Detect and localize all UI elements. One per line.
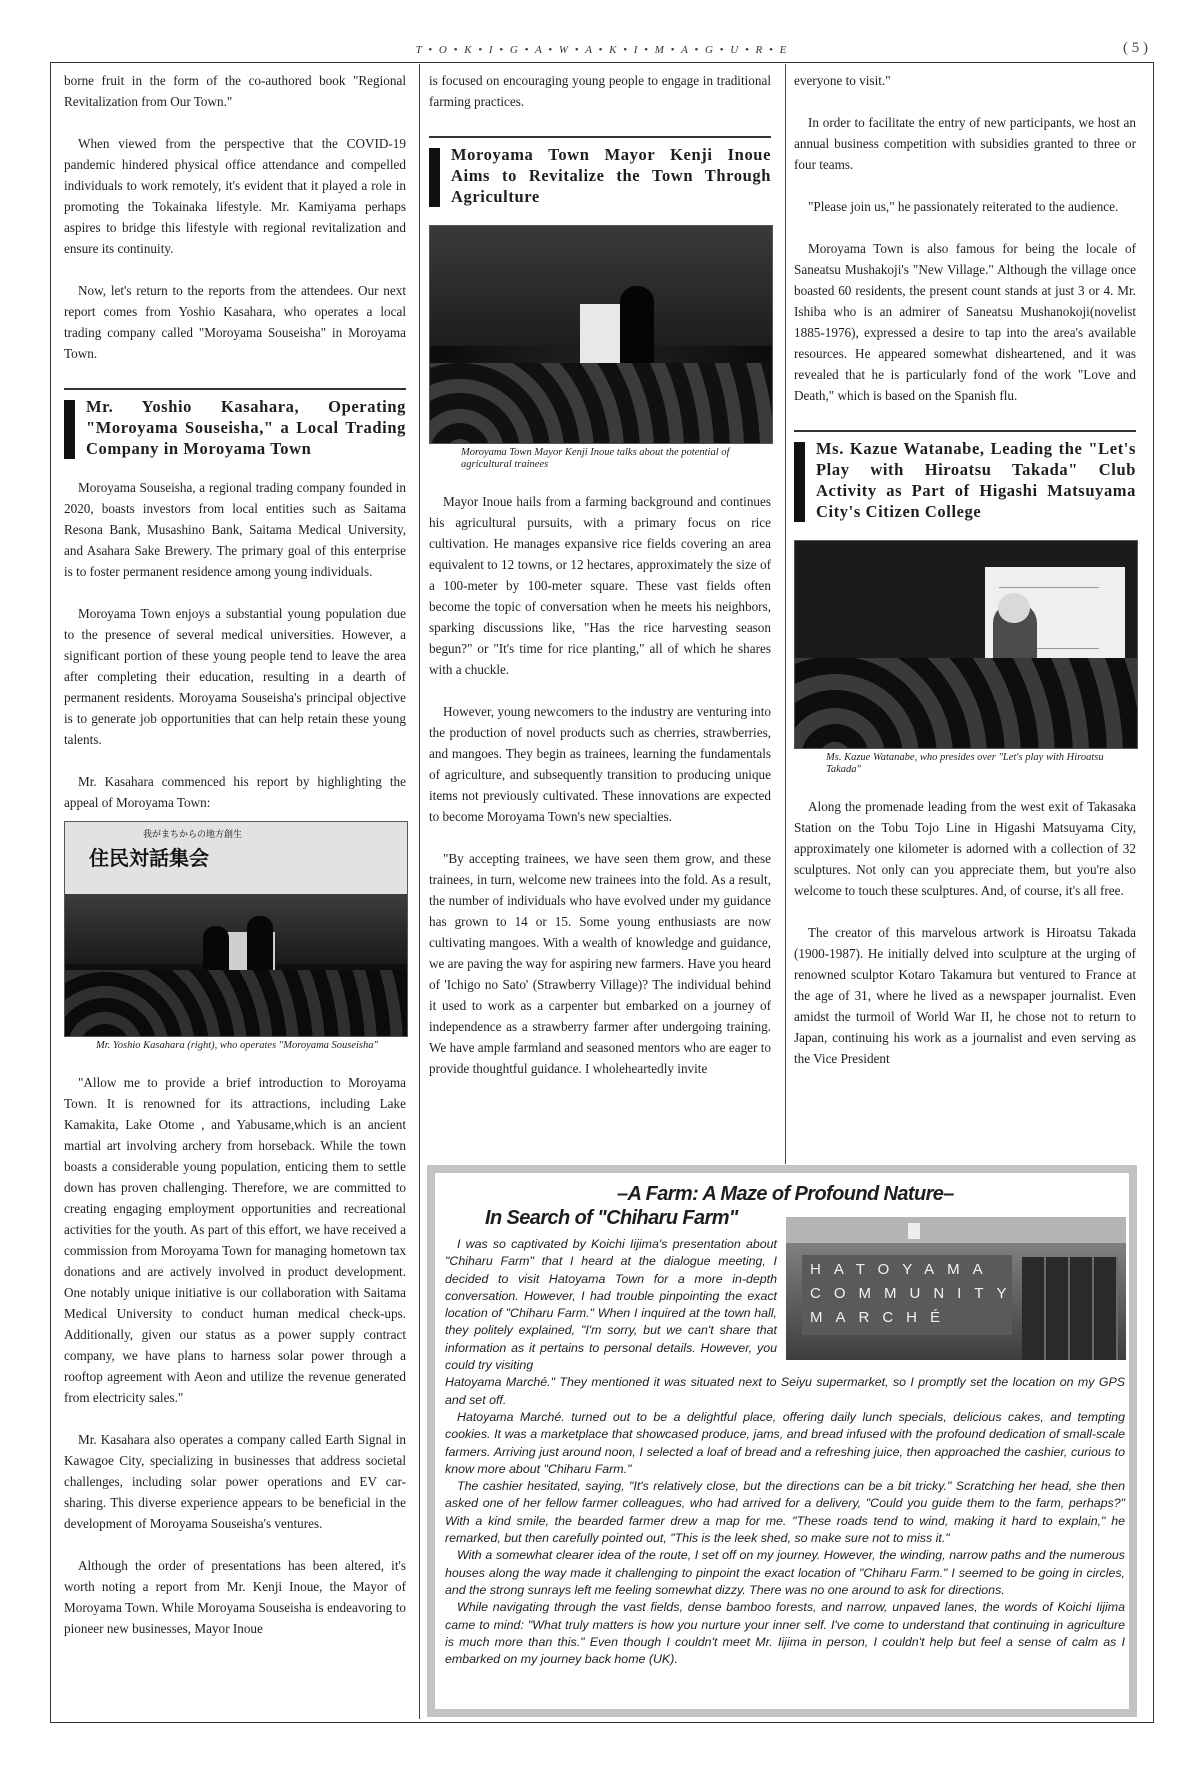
sidebar-paragraph: While navigating through the vast fields, dense bamboo forests, and narrow, unpaved lanes, the words of Koichi Iijima came to mind: "What truly matters is how you nurture your inner self. I've come to understand that continuing in agriculture is much more than this." Even though I couldn't meet Mr. Iijima in person, I couldn't help but feel a sense of calm as I embarked on my journey back home (UK).	[445, 1600, 1125, 1667]
sidebar-paragraph: The cashier hesitated, saying, "It's relatively close, but the directions can be a bit tricky." Scratching her head, she then asked one of her fellow farmer colleagues, who had arrived for a delivery, "Could you guide them to the farm, perhaps?" With a kind smile, the bearded farmer drew a map for me. "These roads tend to wind, making it hard to explain," he remarked, but then carefully pointed out, "This is the leek shed, so make sure not to miss it."	[445, 1479, 1125, 1546]
masthead-title: T • O • K • I • G • A • W • A • K • I • M • A • G • U • R • E	[415, 44, 789, 56]
paragraph: Moroyama Town is also famous for being the locale of Saneatsu Mushakoji's "New Village." Although the village once boasted 60 residents, the present count stands at just 3 or 4. Mr. Ishiba who is an admirer of Saneatsu Mushanokoji(novelist 1885-1976), expressed a desire to tap into the area's available resources. He appeared somewhat disheartened, and it was revealed that he is particularly fond of the work "Love and Death," which is based on the Spanish flu.	[794, 241, 1136, 403]
paragraph: In order to facilitate the entry of new participants, we host an annual business competition with subsidies granted to three or four teams.	[794, 115, 1136, 172]
section-heading-kasahara	[64, 388, 406, 459]
sidebar-paragraph: Hatoyama Marché. turned out to be a delightful place, offering daily lunch specials, delicious cakes, and tempting cookies. It was a marketplace that showcased produce, jams, and bread infused with the profound dedication of small-scale farmers. Arriving just around noon, I selected a loaf of bread and a refreshing juice, then approached the cashier, curious to know more about "Chiharu Farm."	[445, 1409, 1125, 1476]
paragraph: "By accepting trainees, we have seen them grow, and these trainees, in turn, welcome new trainees into the fold. As a result, the number of individuals who have evolved under my guidance has grown to 14 or 15. Some young enthusiasts are now cultivating mangoes. With a wealth of knowledge and guidance, we are paving the way for aspiring new farmers. Have you heard of 'Ichigo no Sato' (Strawberry Village)? The individual behind it used to work as a carpenter but embarked on a journey of independence as a strawberry farmer after undergoing training. We have ample farmland and seasoned mentors who are eager to provide thoughtful guidance. I wholeheartedly invite	[429, 851, 772, 1076]
sidebar-title: In Search of "Chiharu Farm"	[485, 1207, 738, 1229]
banner-title: 住民対話集会	[89, 846, 209, 870]
sidebar-paragraph: I was so captivated by Koichi Iijima's presentation about "Chiharu Farm" that I heard at the dialogue meeting, I decided to visit Hatoyama Town for a more in-depth conversation. However, I had trouble pinpointing the exact location of "Chiharu Farm." When I inquired at the town hall, they politely explained, "I'm sorry, but we can't share that information as it pertains to personal details. However, you could try visiting	[445, 1237, 777, 1373]
sidebar-kicker: –A Farm: A Maze of Profound Nature–	[617, 1183, 954, 1205]
paragraph: Moroyama Souseisha, a regional trading company founded in 2020, boasts investors from local entities such as Saitama Resona Bank, Musashino Bank, Saitama Medical University, and Asahara Sake Brewery. The primary goal of this enterprise is to foster permanent residence among young individuals.	[64, 480, 406, 579]
photo-sign-line: HATOYAMA	[810, 1261, 996, 1278]
paragraph: The creator of this marvelous artwork is Hiroatsu Takada (1900-1987). He initially delved into sculpture at the urging of renowned sculptor Kotaro Takamura but ventured to France at the age of 31, where he lived as a newspaper journalist. Even amidst the turmoil of World War II, he chose not to return to Japan, continuing his work as a journalist and even serving as the Vice President	[794, 925, 1136, 1066]
photo-inoue	[429, 225, 773, 444]
heading-bar	[429, 148, 440, 207]
section-heading-inoue	[429, 136, 771, 207]
photo-watanabe	[794, 540, 1138, 749]
heading-text: Ms. Kazue Watanabe, Leading the "Let's Play with Hiroatsu Takada" Club Activity as Part of Higashi Matsuyama City's Citizen College	[816, 439, 1136, 521]
heading-text: Moroyama Town Mayor Kenji Inoue Aims to Revitalize the Town Through Agriculture	[451, 145, 771, 206]
paragraph: Mr. Kasahara also operates a company called Earth Signal in Kawagoe City, specializing in businesses that address societal challenges, including solar power operations and EV car-sharing. This diverse experience appears to be beneficial in the development of Moroyama Souseisha's ventures.	[64, 1432, 406, 1531]
sidebar-inner	[435, 1173, 1129, 1709]
paragraph: everyone to visit."	[794, 73, 891, 88]
column-3	[794, 70, 1136, 1069]
page-number: ( 5 )	[1123, 40, 1148, 56]
paragraph: "Allow me to provide a brief introduction to Moroyama Town. It is renowned for its attractions, including Lake Kamakita, Lake Otome , and Yabusame,which is an ancient martial art involving archery from horseback. While the town boasts a considerable young population, enticing them to settle down has proven challenging. Therefore, we are committed to creating engaging employment opportunities and recreational activities for the youth. As part of this effort, we have received a commission from Moroyama Town for managing hometown tax donations and are actively involved in product development. One notably unique initiative is our collaboration with Saitama Medical University to conduct human medical check-ups. Additionally, given our status as a power supply contract company, we have plans to harness solar power through a rooftop agreement with Aeon and utilize the revenue generated from electricity sales."	[64, 1075, 406, 1405]
paragraph: However, young newcomers to the industry are venturing into the production of novel products such as cherries, strawberries, and mangoes. They begin as trainees, learning the fundamentals of agriculture, and subsequently transition to producing unique items not previously cultivated. These innovations are expected to become Moroyama Town's new specialties.	[429, 704, 771, 824]
heading-bar	[64, 400, 75, 459]
sidebar-box	[427, 1165, 1137, 1717]
paragraph: is focused on encouraging young people to engage in traditional farming practices.	[429, 73, 771, 109]
column-1	[64, 70, 406, 1639]
paragraph: Along the promenade leading from the west exit of Takasaka Station on the Tobu Tojo Line in Higashi Matsuyama City, approximately one kilometer is adorned with a collection of 32 sculptures. Not only can you appreciate them, but you're also welcome to touch these sculptures. And, of course, it's all free.	[794, 799, 1136, 898]
heading-text: Mr. Yoshio Kasahara, Operating "Moroyama Souseisha," a Local Trading Company in Moroyama Town	[86, 397, 406, 458]
photo-banner	[65, 822, 407, 894]
photo-caption: Ms. Kazue Watanabe, who presides over "Let's play with Hiroatsu Takada"	[826, 752, 1104, 775]
photo-sign-line: MARCHÉ	[810, 1309, 954, 1326]
sidebar-text	[445, 1236, 1125, 1668]
heading-bar	[794, 442, 805, 522]
photo-sign-line: COMMUNITY	[810, 1285, 1020, 1302]
paragraph: "Please join us," he passionately reiterated to the audience.	[808, 199, 1119, 214]
section-heading-watanabe	[794, 430, 1136, 522]
paragraph: Although the order of presentations has been altered, it's worth noting a report from Mr. Kenji Inoue, the Mayor of Moroyama Town. While Moroyama Souseisha is endeavoring to pioneer new businesses, Mayor Inoue	[64, 1558, 406, 1636]
paragraph: Moroyama Town enjoys a substantial young population due to the presence of several medical universities. However, a significant portion of these young people tend to leave the area after completing their education, resulting in a dearth of permanent residents. Moroyama Souseisha's principal objective is to generate job opportunities that can help retain these young talents.	[64, 606, 406, 747]
paragraph: Now, let's return to the reports from the attendees. Our next report comes from Yoshio Kasahara, who operates a local trading company called "Moroyama Souseisha" in Moroyama Town.	[64, 283, 406, 361]
photo-caption: Mr. Yoshio Kasahara (right), who operates "Moroyama Souseisha"	[96, 1040, 378, 1051]
paragraph: Mayor Inoue hails from a farming background and continues his agricultural pursuits, with a primary focus on rice cultivation. He manages expansive rice fields covering an area equivalent to 12 towns, or 12 hectares, approximately the size of a 100-meter by 100-meter square. These vast fields often become the topic of conversation when he meets his neighbors, sparking discussions like, "Has the rice harvesting season begun?" or "It's time for rice planting," all of which he shares with a chuckle.	[429, 494, 771, 677]
column-divider-1	[419, 64, 420, 1719]
banner-subtitle: 我がまちからの地方創生	[143, 830, 243, 840]
paragraph: When viewed from the perspective that the COVID-19 pandemic hindered physical office attendance and compelled individuals to work remotely, it's evident that it played a role in promoting the Tokainaka lifestyle. Mr. Kamiyama perhaps aspires to bridge this lifestyle with regional revitalization and ensure its continuity.	[64, 136, 406, 256]
paragraph: borne fruit in the form of the co-authored book "Regional Revitalization from Our Town."	[64, 73, 406, 109]
paragraph: Mr. Kasahara commenced his report by highlighting the appeal of Moroyama Town:	[64, 774, 406, 810]
photo-caption: Moroyama Town Mayor Kenji Inoue talks about the potential of agricultural trainees	[461, 447, 730, 470]
column-2	[429, 70, 771, 1079]
masthead	[50, 40, 1154, 62]
photo-kasahara	[64, 821, 408, 1037]
sidebar-paragraph: With a somewhat clearer idea of the route, I set off on my journey. However, the winding, narrow paths and the numerous houses along the way made it challenging to pinpoint the exact location of "Chiharu Farm." I seemed to be going in circles, and the strong sunrays left me feeling somewhat dizzy. There was no one around to ask for directions.	[445, 1548, 1125, 1597]
sidebar-paragraph: Hatoyama Marché." They mentioned it was situated next to Seiyu supermarket, so I promptly set the location on my GPS and set off.	[445, 1375, 1125, 1407]
column-divider-2	[785, 64, 786, 1164]
